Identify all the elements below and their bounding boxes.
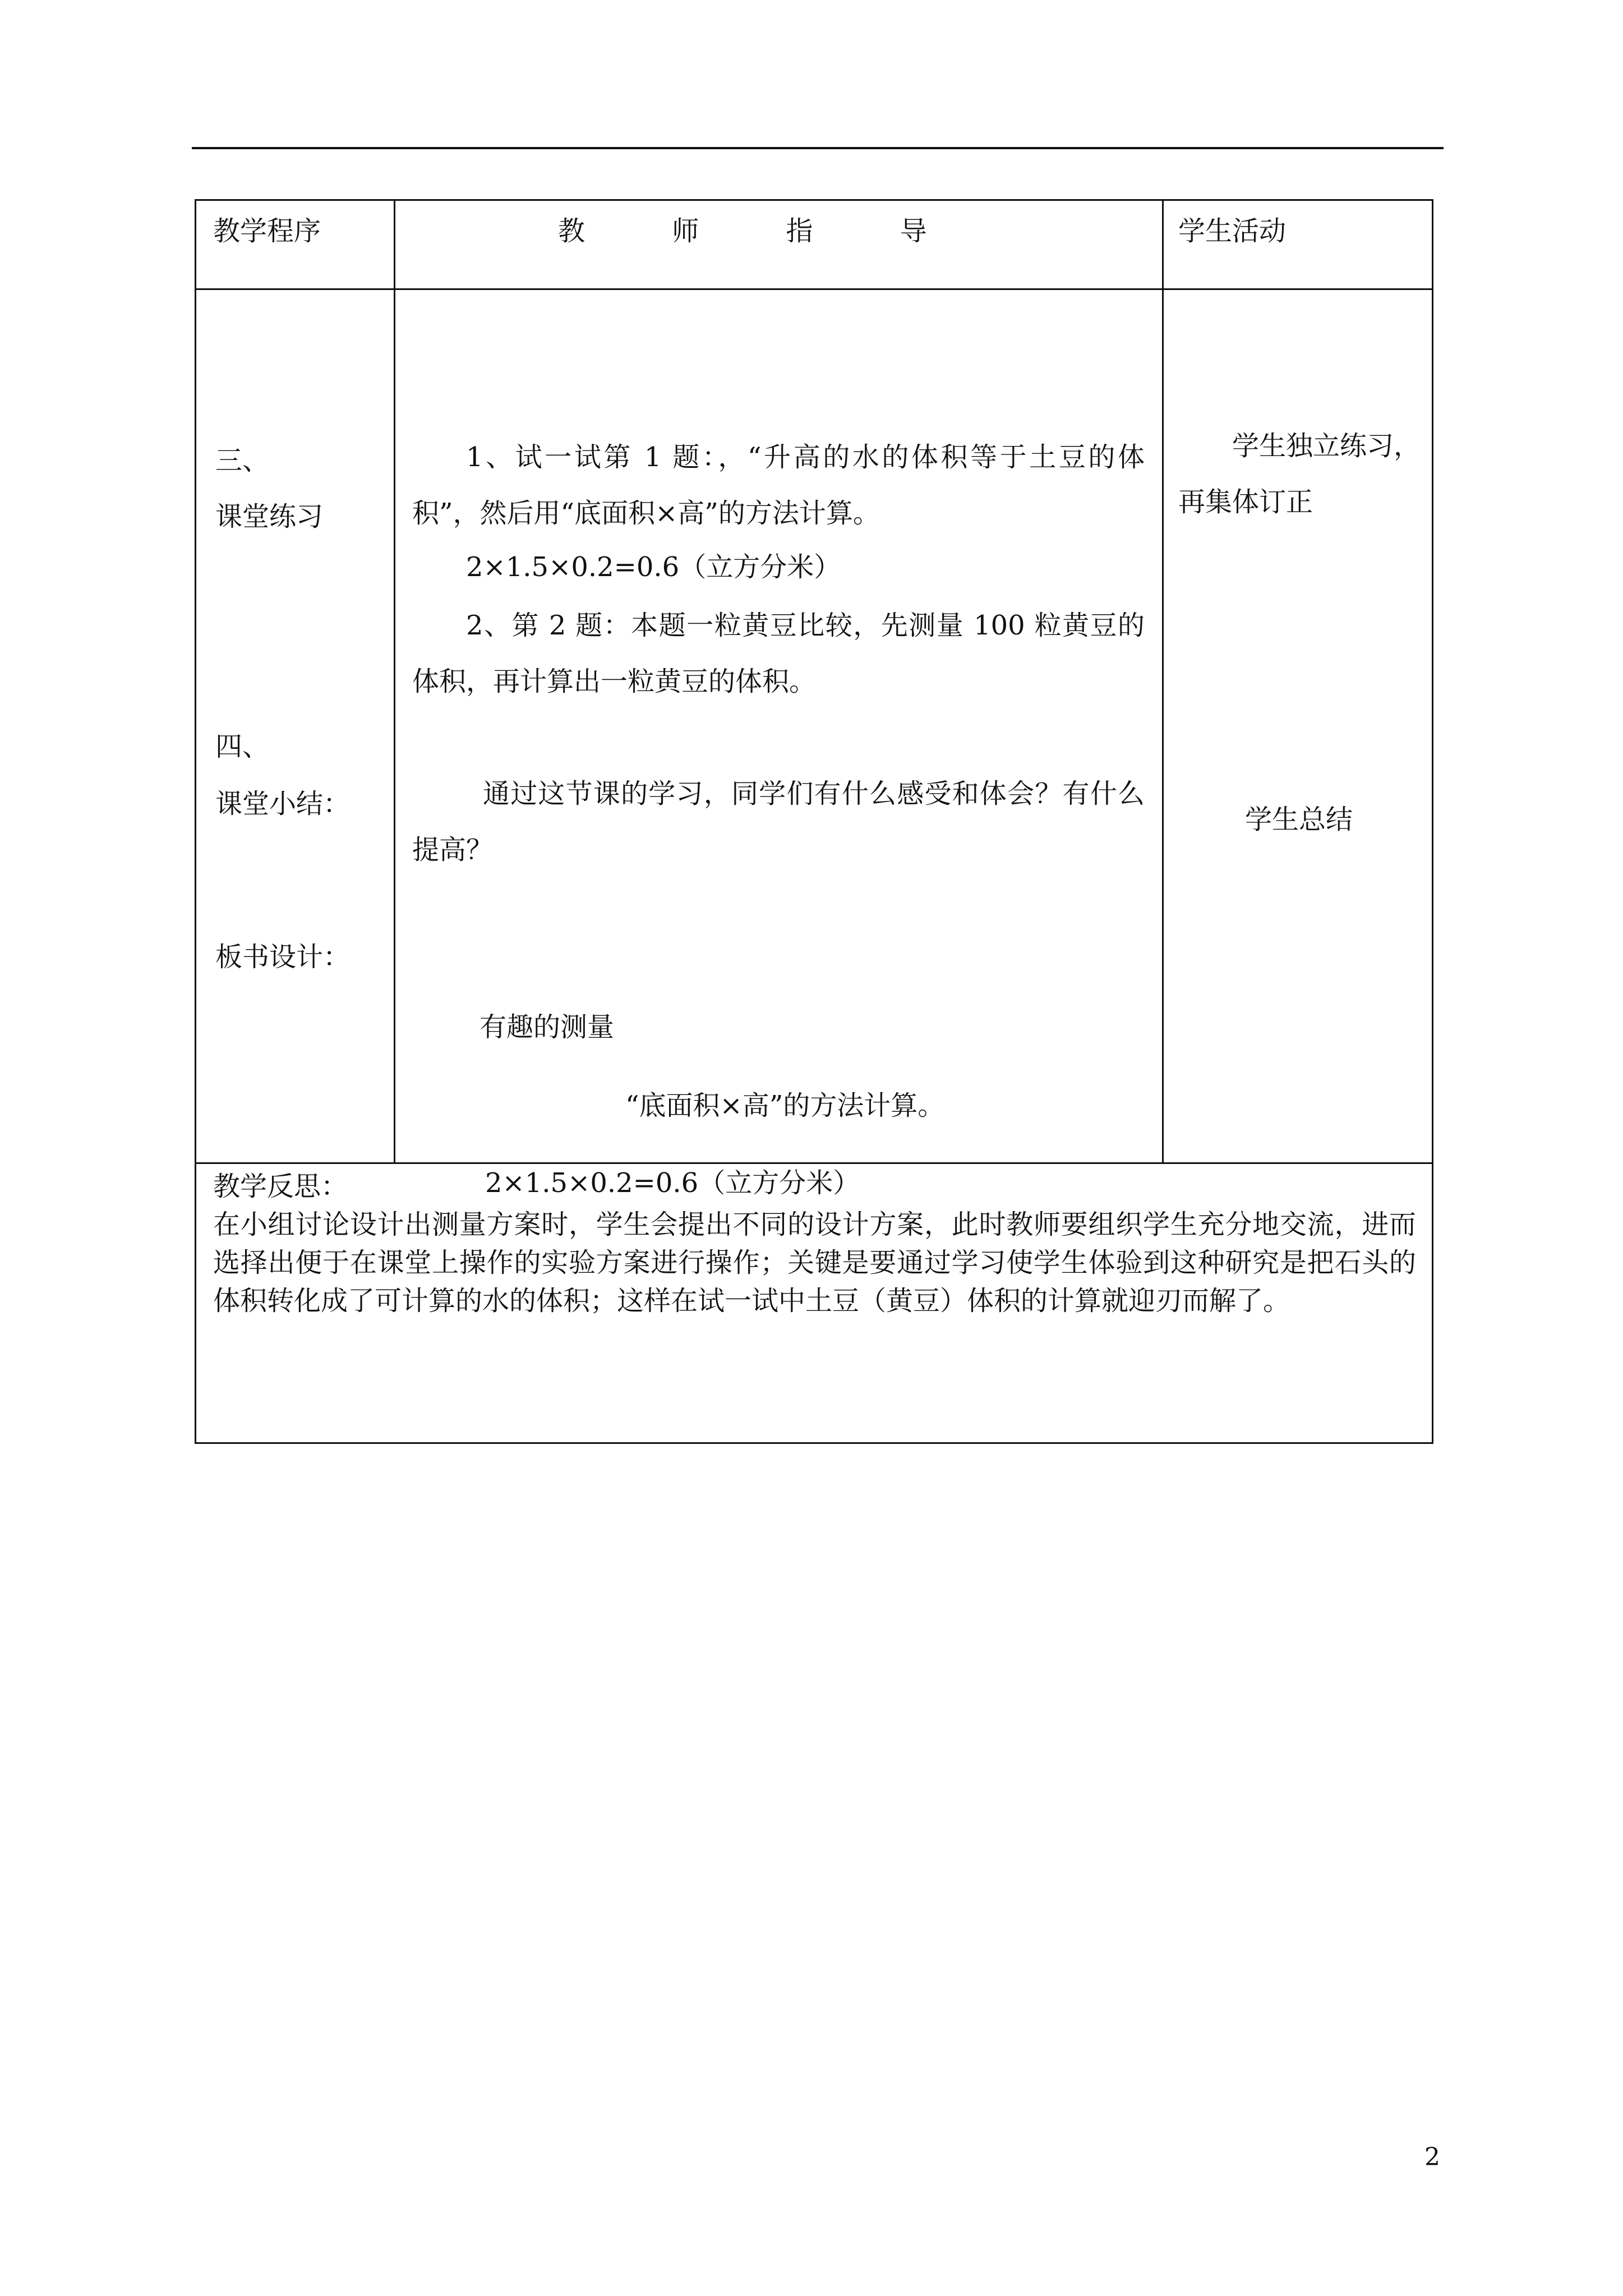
exercise-1-text: 1、试一试第 1 题：，“升高的水的体积等于土豆的体积”，然后用“底面积×高”的方法计算。 <box>412 441 1145 529</box>
student-practice-text: 学生独立练习，再集体订正 <box>1178 430 1421 518</box>
reflection-title: 教学反思： <box>213 1171 348 1202</box>
header-student-label: 学生活动 <box>1178 215 1287 247</box>
section3-name: 课堂练习 <box>215 501 324 532</box>
section4-number: 四、 <box>215 731 270 762</box>
header-teacher-label: 教 师 指 导 <box>558 215 966 247</box>
student-activity-column <box>1163 289 1433 1163</box>
stage-column <box>196 289 395 1163</box>
reflection-row <box>196 1163 1433 1443</box>
section3-number: 三、 <box>215 445 270 476</box>
teacher-guidance-column <box>395 289 1163 1199</box>
reflection-cell <box>196 1163 1433 1443</box>
header-teacher-cell <box>395 200 1163 289</box>
table-header-row <box>196 200 1433 289</box>
board-design-label: 板书设计： <box>215 941 351 973</box>
table-body-row <box>196 289 1433 1163</box>
board-title: 有趣的测量 <box>479 1011 615 1043</box>
header-stage-label: 教学程序 <box>213 215 321 247</box>
exercise-2-text: 2、第 2 题：本题一粒黄豆比较，先测量 100 粒黄豆的体积，再计算出一粒黄豆的体积。 <box>412 610 1145 697</box>
board-formula: 2×1.5×0.2=0.6（立方分米） <box>485 1167 860 1199</box>
exercise-1-formula: 2×1.5×0.2=0.6（立方分米） <box>466 551 841 583</box>
board-method: “底面积×高”的方法计算。 <box>625 1090 945 1121</box>
header-student-cell <box>1163 200 1433 289</box>
page-number: 2 <box>1424 2143 1440 2171</box>
reflection-body: 在小组讨论设计出测量方案时，学生会提出不同的设计方案，此时教师要组织学生充分地交流，进而选择出便于在课堂上操作的实验方案进行操作；关键是要通过学习使学生体验到这种研究是把石头的体积转化成了可计算的水的体积；这样在试一试中土豆（黄豆）体积的计算就迎刃而解了。 <box>213 1209 1416 1317</box>
student-summary-text: 学生总结 <box>1245 804 1353 835</box>
section4-name: 课堂小结： <box>215 788 351 820</box>
header-stage-cell <box>196 200 395 289</box>
summary-question: 通过这节课的学习，同学们有什么感受和体会？有什么提高？ <box>412 778 1145 866</box>
header-rule <box>192 147 1444 149</box>
lesson-plan-table <box>195 199 1433 1444</box>
